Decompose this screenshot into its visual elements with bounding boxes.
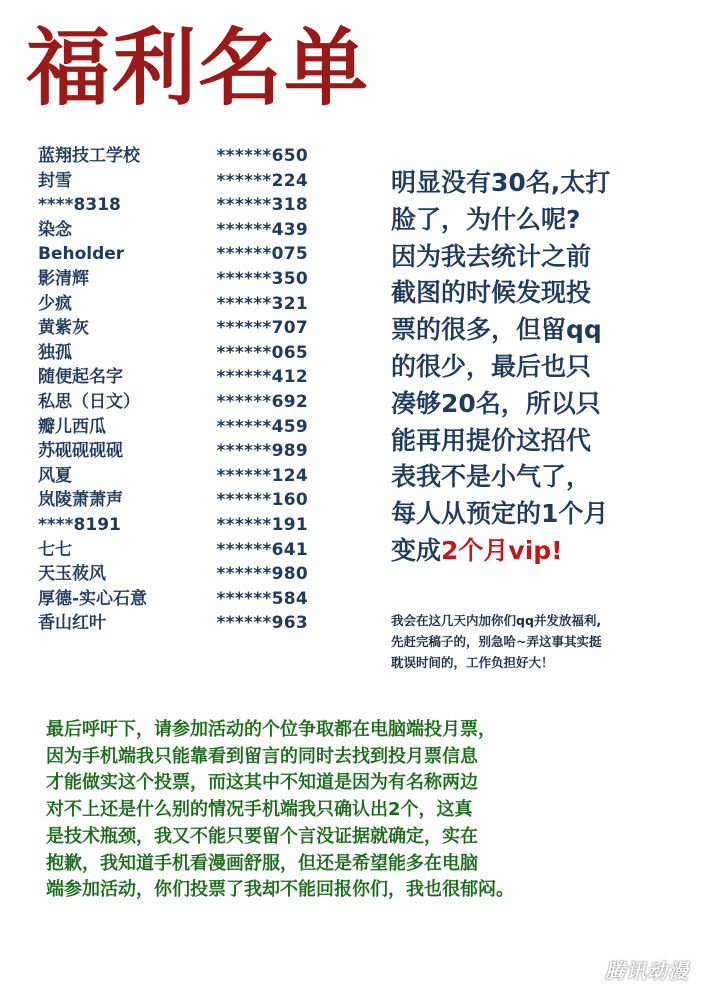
appeal-line: 因为手机端我只能靠看到留言的同时去找到投月票信息 (46, 745, 478, 767)
winner-name: ****8318 (38, 195, 121, 216)
winner-name: 七七 (38, 539, 72, 560)
winner-row (38, 292, 308, 317)
winner-name: 天玉莜风 (38, 564, 106, 585)
winner-qq: ******065 (216, 342, 308, 363)
winner-row (38, 390, 308, 415)
winner-qq: ******350 (216, 268, 308, 289)
watermark-logo: 腾讯动漫 (605, 959, 689, 983)
winner-name: Beholder (38, 244, 125, 265)
winner-name: 染念 (38, 219, 72, 240)
winner-row (38, 488, 308, 513)
winner-row (38, 439, 308, 464)
note-lines (391, 165, 691, 533)
appeal-line: 抱歉，我知道手机看漫画舒服，但还是希望能多在电脑 (46, 852, 478, 874)
note-line: 凑够20名，所以只 (391, 388, 601, 418)
winner-name: 封雪 (38, 170, 72, 191)
winner-qq: ******318 (216, 195, 308, 216)
winner-qq: ******160 (216, 490, 308, 511)
appeal-line: 是技术瓶颈，我又不能只要留个言没证据就确定，实在 (46, 825, 478, 847)
note-line: 的很少，最后也只 (391, 351, 592, 381)
winner-row (38, 513, 308, 538)
winner-name: 瓣儿西瓜 (38, 416, 106, 437)
winner-row (38, 267, 308, 292)
note-line: 明显没有30名,太打 (391, 168, 611, 197)
note-line: 脸了，为什么呢? (391, 204, 581, 234)
winner-name: 岚陵萧萧声 (38, 490, 123, 511)
winner-row (38, 242, 308, 267)
winner-qq: ******963 (216, 613, 308, 634)
winner-qq: ******075 (216, 244, 308, 265)
appeal-line: 对不上还是什么别的情况手机端我只确认出2个，这真 (46, 799, 473, 821)
small-note-line: 我会在这几天内加你们qq并发放福利, (391, 613, 602, 628)
winner-qq: ******650 (216, 146, 308, 166)
note-line: 每人从预定的1个月 (391, 499, 609, 529)
winner-row (38, 562, 308, 587)
winner-qq: ******124 (216, 465, 308, 486)
appeal-line: 最后呼吁下，请参加活动的个位争取都在电脑端投月票， (46, 719, 496, 740)
winner-qq: ******439 (216, 219, 308, 240)
winner-row (38, 341, 308, 366)
winner-row (38, 415, 308, 440)
winner-name: 随便起名字 (38, 367, 123, 388)
note-line: 表我不是小气了， (391, 462, 592, 492)
winner-name: 影清辉 (38, 268, 89, 289)
winner-name: 蓝翔技工学校 (38, 146, 140, 166)
winner-name: ****8191 (38, 514, 121, 535)
winner-name: 少疯 (38, 293, 72, 314)
winner-qq: ******641 (216, 539, 308, 560)
winner-row (38, 218, 308, 243)
small-note (391, 610, 691, 673)
winner-name: 私思（日文） (38, 391, 140, 412)
note-line: 票的很多，但留qq (391, 315, 602, 345)
winner-row (38, 365, 308, 390)
page-title: 福利名单 (26, 19, 371, 117)
note-highlight: 2个月vip! (441, 535, 563, 565)
appeal-line: 端参加活动，你们投票了我却不能回报你们，我也很郁闷。 (46, 879, 514, 901)
winner-row (38, 193, 308, 218)
winner-row (38, 538, 308, 563)
winner-qq: ******459 (216, 416, 308, 437)
winner-row (38, 144, 308, 169)
note-line: 截图的时候发现投 (391, 278, 592, 308)
winner-qq: ******224 (216, 170, 308, 191)
winner-qq: ******321 (216, 293, 308, 314)
winner-row (38, 169, 308, 194)
appeal-line: 才能做实这个投票，而这其中不知道是因为有名称两边 (46, 772, 478, 794)
winner-qq: ******989 (216, 441, 308, 462)
winner-qq: ******584 (216, 588, 308, 609)
winner-name: 厚德-实心石意 (38, 588, 148, 609)
winner-row (38, 316, 308, 341)
winner-name: 黄紫灰 (38, 318, 89, 339)
winner-qq: ******692 (216, 391, 308, 412)
small-note-line: 先赶完稿子的，别急哈~弄这事其实挺 (391, 634, 602, 649)
winner-row (38, 611, 308, 636)
winner-qq: ******191 (216, 514, 308, 535)
winner-qq: ******707 (216, 318, 308, 339)
winner-list (38, 144, 308, 636)
note-line: 能再用提价这招代 (391, 425, 592, 455)
winner-qq: ******412 (216, 367, 308, 388)
winner-qq: ******980 (216, 564, 308, 585)
winner-name: 风夏 (38, 465, 72, 486)
winner-row (38, 587, 308, 612)
winner-name: 香山红叶 (38, 613, 106, 634)
bottom-appeal (46, 717, 686, 904)
note-line: 因为我去统计之前 (391, 241, 592, 271)
winner-name: 苏砚砚砚砚 (38, 441, 123, 462)
note-last-prefix: 变成 (391, 535, 442, 565)
winner-row (38, 464, 308, 489)
winner-name: 独孤 (38, 342, 72, 363)
small-note-line: 耽误时间的，工作负担好大！ (391, 655, 554, 670)
explanation-note (391, 165, 691, 570)
note-last-line (391, 533, 691, 570)
